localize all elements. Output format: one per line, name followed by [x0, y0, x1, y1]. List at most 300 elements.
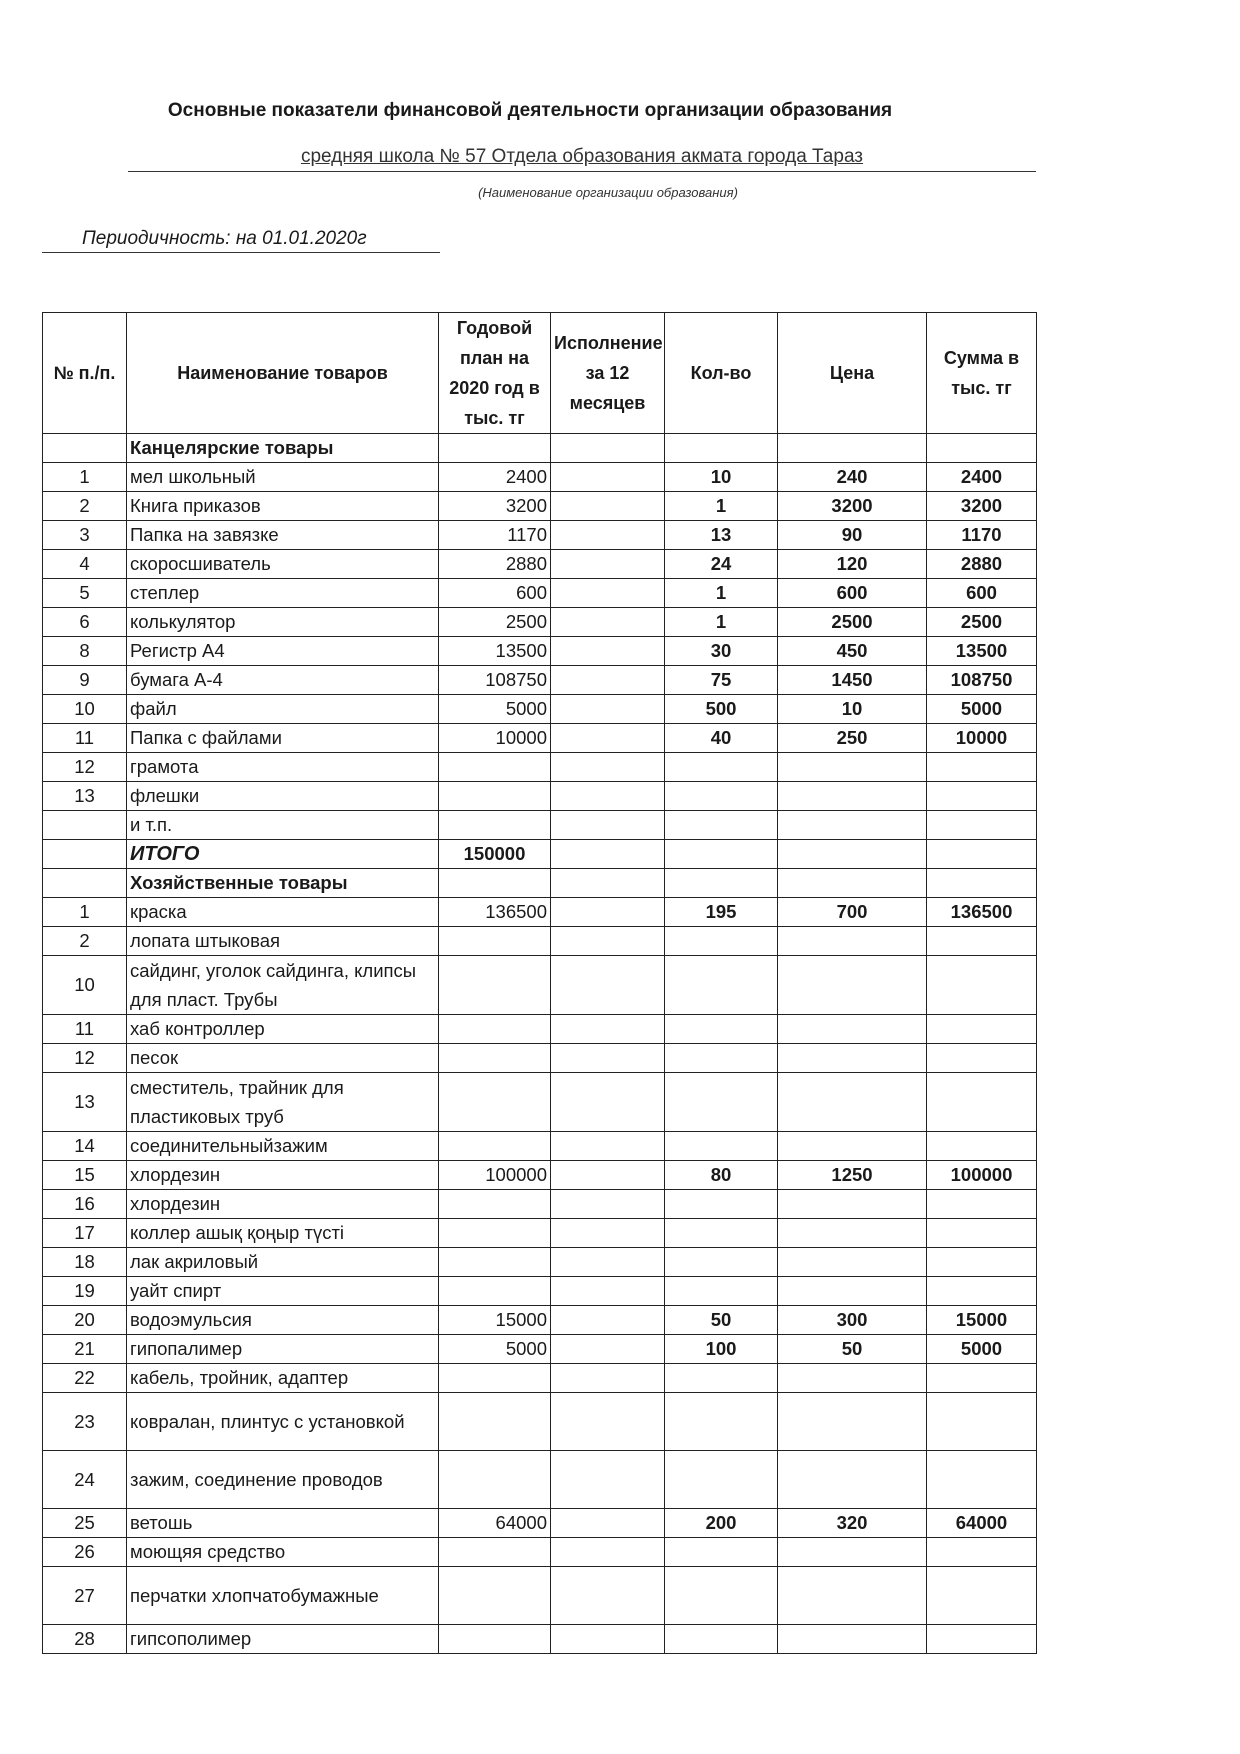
row-number: 20: [43, 1306, 127, 1335]
row-plan: [439, 1451, 551, 1509]
row-sum: [927, 1451, 1037, 1509]
row-number: 18: [43, 1248, 127, 1277]
row-number: 3: [43, 521, 127, 550]
row-execution: [551, 608, 665, 637]
table-row: [43, 521, 1037, 550]
col-header-plan: Годовой план на 2020 год в тыс. тг: [439, 313, 551, 434]
row-plan: [439, 956, 551, 1015]
row-execution: [551, 840, 665, 869]
row-name: флешки: [127, 782, 439, 811]
row-number: 12: [43, 753, 127, 782]
row-quantity: 80: [665, 1161, 778, 1190]
row-plan: 13500: [439, 637, 551, 666]
row-plan: 5000: [439, 695, 551, 724]
table-row: [43, 666, 1037, 695]
organization-name: средняя школа № 57 Отдела образования акмата города Тараз: [300, 146, 864, 167]
table-row: [43, 695, 1037, 724]
row-sum: [927, 1538, 1037, 1567]
row-plan: 10000: [439, 724, 551, 753]
row-price: 300: [778, 1306, 927, 1335]
col-header-quantity: Кол-во: [665, 313, 778, 434]
row-plan: [439, 1044, 551, 1073]
row-price: 10: [778, 695, 927, 724]
table-row: [43, 898, 1037, 927]
row-name: ветошь: [127, 1509, 439, 1538]
row-name: коллер ашық қоңыр түсті: [127, 1219, 439, 1248]
row-number: 13: [43, 1073, 127, 1132]
row-execution: [551, 1161, 665, 1190]
row-plan: 5000: [439, 1335, 551, 1364]
table-row: [43, 492, 1037, 521]
row-plan: [439, 1625, 551, 1654]
row-quantity: 1: [665, 492, 778, 521]
row-price: 450: [778, 637, 927, 666]
row-number: 22: [43, 1364, 127, 1393]
table-row: [43, 927, 1037, 956]
row-plan: 100000: [439, 1161, 551, 1190]
row-price: [778, 1567, 927, 1625]
row-plan: 64000: [439, 1509, 551, 1538]
row-number: 19: [43, 1277, 127, 1306]
row-sum: [927, 434, 1037, 463]
row-quantity: [665, 1248, 778, 1277]
table-row: [43, 637, 1037, 666]
row-price: [778, 1044, 927, 1073]
row-quantity: [665, 1625, 778, 1654]
row-execution: [551, 898, 665, 927]
row-number: 28: [43, 1625, 127, 1654]
row-name: уайт спирт: [127, 1277, 439, 1306]
row-quantity: [665, 956, 778, 1015]
row-price: [778, 927, 927, 956]
row-number: 10: [43, 956, 127, 1015]
row-execution: [551, 1277, 665, 1306]
row-execution: [551, 1306, 665, 1335]
row-execution: [551, 927, 665, 956]
row-plan: [439, 1393, 551, 1451]
table-row: [43, 956, 1037, 1015]
table-row: [43, 1015, 1037, 1044]
row-name: сайдинг, уголок сайдинга, клипсы для пласт. Трубы: [127, 956, 439, 1015]
row-price: 1450: [778, 666, 927, 695]
row-name: гипопалимер: [127, 1335, 439, 1364]
row-plan: [439, 753, 551, 782]
row-plan: 2400: [439, 463, 551, 492]
table-header-row: [43, 313, 1037, 434]
row-execution: [551, 782, 665, 811]
row-name: колькулятор: [127, 608, 439, 637]
row-plan: [439, 1190, 551, 1219]
row-plan: [439, 927, 551, 956]
row-quantity: [665, 1219, 778, 1248]
row-number: 27: [43, 1567, 127, 1625]
row-execution: [551, 579, 665, 608]
row-number: 2: [43, 492, 127, 521]
table-row: [43, 1248, 1037, 1277]
row-quantity: 100: [665, 1335, 778, 1364]
row-sum: [927, 1625, 1037, 1654]
row-plan: 15000: [439, 1306, 551, 1335]
row-name: лопата штыковая: [127, 927, 439, 956]
col-header-number: № п./п.: [43, 313, 127, 434]
table-row: [43, 1073, 1037, 1132]
table-row: [43, 1132, 1037, 1161]
row-name: хаб контроллер: [127, 1015, 439, 1044]
row-sum: [927, 1132, 1037, 1161]
table-row: [43, 1219, 1037, 1248]
row-plan: 108750: [439, 666, 551, 695]
row-execution: [551, 724, 665, 753]
row-number: 26: [43, 1538, 127, 1567]
row-sum: [927, 1567, 1037, 1625]
row-quantity: 13: [665, 521, 778, 550]
row-plan: 2880: [439, 550, 551, 579]
row-number: 17: [43, 1219, 127, 1248]
table-body: [43, 434, 1037, 1654]
row-sum: [927, 1364, 1037, 1393]
row-number: 13: [43, 782, 127, 811]
row-sum: 2400: [927, 463, 1037, 492]
row-name: Регистр А4: [127, 637, 439, 666]
row-quantity: [665, 840, 778, 869]
row-quantity: [665, 1567, 778, 1625]
row-quantity: [665, 753, 778, 782]
row-name: кабель, тройник, адаптер: [127, 1364, 439, 1393]
row-sum: [927, 1393, 1037, 1451]
row-plan: 3200: [439, 492, 551, 521]
row-sum: 2880: [927, 550, 1037, 579]
row-price: 50: [778, 1335, 927, 1364]
row-quantity: [665, 811, 778, 840]
row-name: сместитель, трайник для пластиковых труб: [127, 1073, 439, 1132]
row-plan: [439, 1364, 551, 1393]
row-execution: [551, 1625, 665, 1654]
row-plan: 600: [439, 579, 551, 608]
row-quantity: 75: [665, 666, 778, 695]
row-price: [778, 434, 927, 463]
table-row: [43, 1190, 1037, 1219]
row-number: 15: [43, 1161, 127, 1190]
row-name: ИТОГО: [127, 840, 439, 869]
row-execution: [551, 492, 665, 521]
row-quantity: 10: [665, 463, 778, 492]
row-plan: [439, 811, 551, 840]
row-execution: [551, 1044, 665, 1073]
row-sum: [927, 927, 1037, 956]
row-sum: 5000: [927, 695, 1037, 724]
row-name: файл: [127, 695, 439, 724]
table-row: [43, 550, 1037, 579]
row-plan: [439, 1015, 551, 1044]
table-row: [43, 1567, 1037, 1625]
row-name: мел школьный: [127, 463, 439, 492]
row-plan: 1170: [439, 521, 551, 550]
row-sum: 100000: [927, 1161, 1037, 1190]
row-number: 23: [43, 1393, 127, 1451]
row-price: [778, 1015, 927, 1044]
row-number: 11: [43, 724, 127, 753]
goods-table: [42, 312, 1037, 1654]
row-number: [43, 840, 127, 869]
row-sum: 136500: [927, 898, 1037, 927]
row-quantity: 200: [665, 1509, 778, 1538]
row-number: 16: [43, 1190, 127, 1219]
table-row: [43, 724, 1037, 753]
table-row: [43, 1364, 1037, 1393]
row-execution: [551, 1509, 665, 1538]
row-price: 1250: [778, 1161, 927, 1190]
col-header-execution: Исполнение за 12 месяцев: [551, 313, 665, 434]
row-quantity: [665, 1132, 778, 1161]
row-sum: 600: [927, 579, 1037, 608]
row-quantity: [665, 1073, 778, 1132]
row-sum: 3200: [927, 492, 1037, 521]
row-price: [778, 1132, 927, 1161]
row-name: гипсополимер: [127, 1625, 439, 1654]
row-price: [778, 1364, 927, 1393]
row-price: 320: [778, 1509, 927, 1538]
document-title: Основные показатели финансовой деятельности организации образования: [167, 100, 893, 121]
row-price: [778, 1190, 927, 1219]
row-plan: [439, 1073, 551, 1132]
row-price: [778, 840, 927, 869]
row-plan: [439, 1538, 551, 1567]
row-price: [778, 1451, 927, 1509]
row-execution: [551, 1393, 665, 1451]
row-number: 12: [43, 1044, 127, 1073]
row-quantity: [665, 1364, 778, 1393]
organization-caption: (Наименование организации образования): [478, 185, 738, 200]
row-number: [43, 869, 127, 898]
row-name: соединительныйзажим: [127, 1132, 439, 1161]
row-execution: [551, 1073, 665, 1132]
row-quantity: [665, 1044, 778, 1073]
row-number: 1: [43, 463, 127, 492]
row-name: хлордезин: [127, 1161, 439, 1190]
total-row: [43, 840, 1037, 869]
row-quantity: 1: [665, 579, 778, 608]
row-sum: [927, 1277, 1037, 1306]
row-number: 11: [43, 1015, 127, 1044]
row-execution: [551, 1538, 665, 1567]
row-price: [778, 753, 927, 782]
row-sum: 2500: [927, 608, 1037, 637]
row-name: ковралан, плинтус с установкой: [127, 1393, 439, 1451]
row-execution: [551, 811, 665, 840]
row-sum: 13500: [927, 637, 1037, 666]
row-execution: [551, 1190, 665, 1219]
row-sum: [927, 753, 1037, 782]
row-execution: [551, 1335, 665, 1364]
row-quantity: [665, 869, 778, 898]
row-sum: [927, 782, 1037, 811]
row-quantity: [665, 1393, 778, 1451]
row-name: песок: [127, 1044, 439, 1073]
row-sum: 64000: [927, 1509, 1037, 1538]
row-price: [778, 1393, 927, 1451]
row-execution: [551, 695, 665, 724]
row-number: 9: [43, 666, 127, 695]
row-number: 25: [43, 1509, 127, 1538]
row-name: Книга приказов: [127, 492, 439, 521]
row-number: 8: [43, 637, 127, 666]
row-sum: [927, 869, 1037, 898]
table-row: [43, 753, 1037, 782]
row-plan: 2500: [439, 608, 551, 637]
table-row: [43, 1277, 1037, 1306]
row-price: [778, 1538, 927, 1567]
row-quantity: [665, 1190, 778, 1219]
row-price: [778, 1277, 927, 1306]
row-quantity: 40: [665, 724, 778, 753]
row-name: Канцелярские товары: [127, 434, 439, 463]
row-number: 21: [43, 1335, 127, 1364]
row-name: перчатки хлопчатобумажные: [127, 1567, 439, 1625]
row-quantity: [665, 1538, 778, 1567]
row-number: [43, 434, 127, 463]
table-row: [43, 1306, 1037, 1335]
table-row: [43, 1335, 1037, 1364]
table-row: [43, 1538, 1037, 1567]
row-number: 24: [43, 1451, 127, 1509]
row-execution: [551, 1364, 665, 1393]
row-price: [778, 1219, 927, 1248]
table-row: [43, 782, 1037, 811]
row-name: краска: [127, 898, 439, 927]
row-number: 5: [43, 579, 127, 608]
row-quantity: 30: [665, 637, 778, 666]
table-row: [43, 1161, 1037, 1190]
row-quantity: 195: [665, 898, 778, 927]
period-line: Периодичность: на 01.01.2020г: [42, 228, 440, 253]
row-price: [778, 782, 927, 811]
row-name: Папка с файлами: [127, 724, 439, 753]
row-sum: [927, 811, 1037, 840]
row-sum: [927, 1248, 1037, 1277]
row-plan: [439, 782, 551, 811]
row-plan: 150000: [439, 840, 551, 869]
row-sum: [927, 1015, 1037, 1044]
row-sum: [927, 1219, 1037, 1248]
row-plan: [439, 434, 551, 463]
row-sum: 15000: [927, 1306, 1037, 1335]
row-execution: [551, 434, 665, 463]
row-plan: [439, 1219, 551, 1248]
table-row: [43, 1625, 1037, 1654]
row-execution: [551, 753, 665, 782]
row-name: зажим, соединение проводов: [127, 1451, 439, 1509]
row-plan: 136500: [439, 898, 551, 927]
row-quantity: [665, 1451, 778, 1509]
row-execution: [551, 1219, 665, 1248]
row-price: [778, 956, 927, 1015]
col-header-name: Наименование товаров: [127, 313, 439, 434]
row-price: 700: [778, 898, 927, 927]
row-name: степлер: [127, 579, 439, 608]
organization-line: [128, 146, 1036, 172]
row-execution: [551, 956, 665, 1015]
row-price: [778, 869, 927, 898]
row-sum: [927, 1073, 1037, 1132]
row-quantity: 50: [665, 1306, 778, 1335]
row-sum: 1170: [927, 521, 1037, 550]
row-plan: [439, 1277, 551, 1306]
row-quantity: 500: [665, 695, 778, 724]
row-sum: [927, 1044, 1037, 1073]
row-quantity: 24: [665, 550, 778, 579]
row-price: [778, 1625, 927, 1654]
table-row: [43, 463, 1037, 492]
row-execution: [551, 1015, 665, 1044]
row-price: 240: [778, 463, 927, 492]
row-quantity: 1: [665, 608, 778, 637]
row-price: 250: [778, 724, 927, 753]
row-price: 120: [778, 550, 927, 579]
row-price: 90: [778, 521, 927, 550]
row-name: лак акриловый: [127, 1248, 439, 1277]
row-sum: 5000: [927, 1335, 1037, 1364]
row-quantity: [665, 927, 778, 956]
row-name: и т.п.: [127, 811, 439, 840]
row-execution: [551, 1132, 665, 1161]
row-name: Папка на завязке: [127, 521, 439, 550]
row-number: 10: [43, 695, 127, 724]
row-price: 600: [778, 579, 927, 608]
row-execution: [551, 1451, 665, 1509]
row-name: бумага А-4: [127, 666, 439, 695]
row-quantity: [665, 1015, 778, 1044]
table-row: [43, 1451, 1037, 1509]
row-sum: 10000: [927, 724, 1037, 753]
row-number: 1: [43, 898, 127, 927]
row-execution: [551, 1248, 665, 1277]
row-plan: [439, 1248, 551, 1277]
row-number: [43, 811, 127, 840]
row-quantity: [665, 434, 778, 463]
row-name: моющяя средство: [127, 1538, 439, 1567]
row-number: 6: [43, 608, 127, 637]
row-execution: [551, 1567, 665, 1625]
row-execution: [551, 550, 665, 579]
row-quantity: [665, 782, 778, 811]
row-number: 2: [43, 927, 127, 956]
row-name: хлордезин: [127, 1190, 439, 1219]
table-row: [43, 1044, 1037, 1073]
section-row: [43, 434, 1037, 463]
row-price: [778, 1073, 927, 1132]
row-name: грамота: [127, 753, 439, 782]
section-row: [43, 869, 1037, 898]
table-row: [43, 811, 1037, 840]
row-plan: [439, 1132, 551, 1161]
table-row: [43, 608, 1037, 637]
row-execution: [551, 463, 665, 492]
row-sum: [927, 1190, 1037, 1219]
row-name: Хозяйственные товары: [127, 869, 439, 898]
col-header-price: Цена: [778, 313, 927, 434]
row-execution: [551, 869, 665, 898]
row-name: скоросшиватель: [127, 550, 439, 579]
row-price: [778, 1248, 927, 1277]
row-price: 3200: [778, 492, 927, 521]
row-sum: [927, 840, 1037, 869]
row-quantity: [665, 1277, 778, 1306]
table-row: [43, 1393, 1037, 1451]
row-name: водоэмульсия: [127, 1306, 439, 1335]
row-number: 4: [43, 550, 127, 579]
table-row: [43, 579, 1037, 608]
col-header-sum: Сумма в тыс. тг: [927, 313, 1037, 434]
